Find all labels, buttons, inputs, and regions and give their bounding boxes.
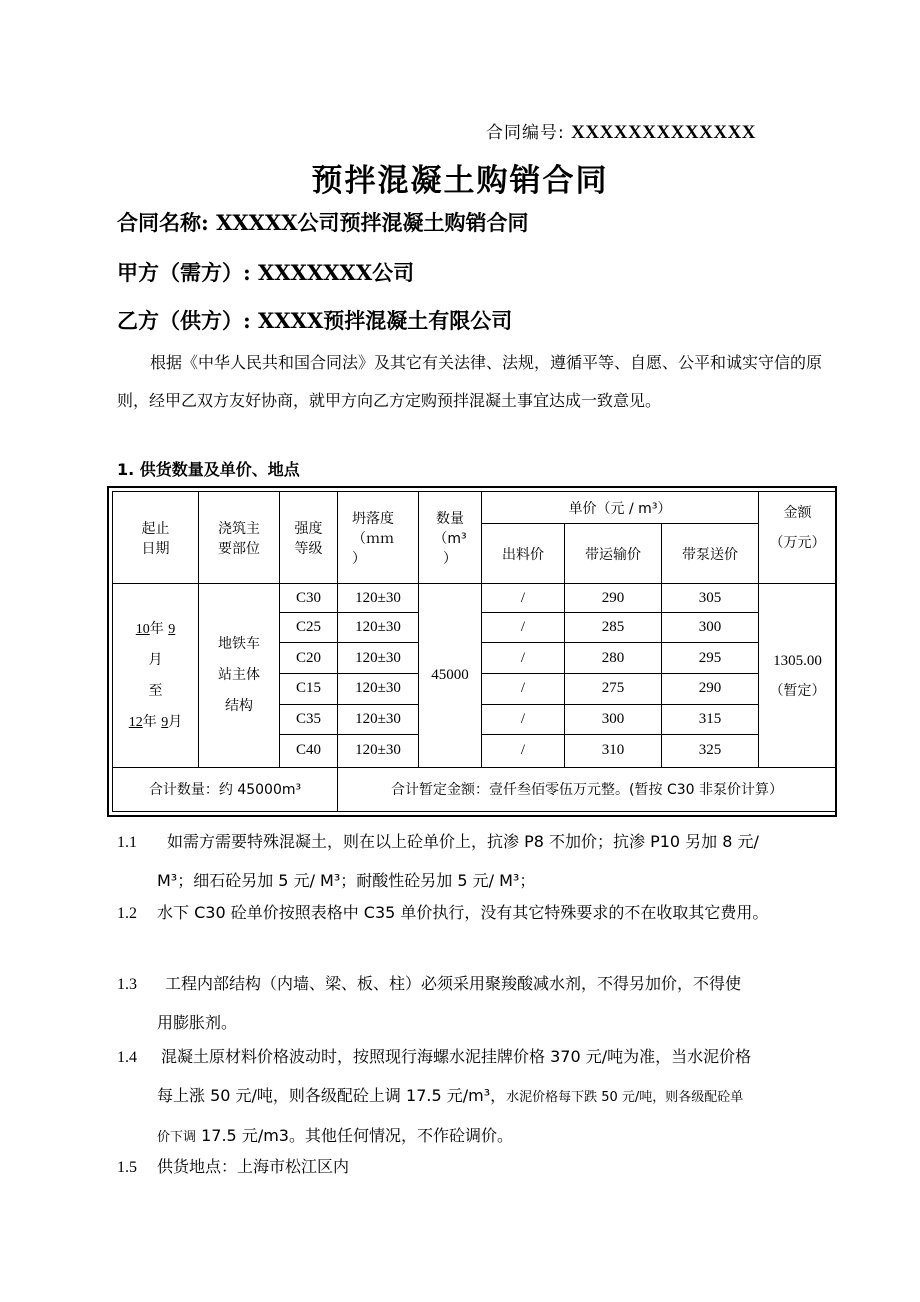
header-slump: 坍落度 （ｍｍ ） (338, 492, 419, 584)
clause-text-cont: 用膨胀剂。 (157, 1013, 238, 1032)
total-quantity-cell: 合计数量：约 45000m³ (113, 767, 338, 811)
transport-price-cell: 285 (565, 613, 662, 643)
clause-text-cont: 每上涨 50 元/吨，则各级配砼上调 17.5 元/m³， (157, 1086, 507, 1105)
transport-price-cell: 300 (565, 704, 662, 734)
clause-text-small: 水泥价格每下跌 50 元/吨，则各级配砼单 (506, 1090, 744, 1105)
header-location: 浇筑主 要部位 (199, 492, 280, 584)
transport-price-cell: 275 (565, 673, 662, 704)
clause-text: 如需方需要特殊混凝土，则在以上砼单价上，抗渗 P8 不加价；抗渗 P10 另加 8 元/ (167, 832, 759, 851)
header-unit-price: 单价（元 / m³） (482, 492, 759, 524)
pump-price-cell: 295 (662, 643, 759, 673)
header-with-pump: 带泵送价 (662, 524, 759, 584)
pump-price-cell: 315 (662, 704, 759, 734)
table-row (113, 584, 837, 613)
transport-price-cell: 280 (565, 643, 662, 673)
grade-cell: C15 (280, 673, 338, 704)
clause-1-5 (117, 1148, 847, 1187)
header-period: 起止 日期 (113, 492, 199, 584)
clause-number: 1.5 (117, 1159, 137, 1176)
slump-cell: 120±30 (338, 704, 419, 734)
party-a-line: 甲方（需方）: XXXXXXX公司 (117, 260, 415, 285)
pump-price-cell: 290 (662, 673, 759, 704)
contract-name-line: 合同名称: XXXXX公司预拌混凝土购销合同 (117, 210, 529, 235)
header-ex-factory: 出料价 (482, 524, 565, 584)
section-1-heading: 1. 供货数量及单价、地点 (117, 460, 300, 479)
grade-cell: C30 (280, 584, 338, 613)
price-table-frame (107, 486, 837, 817)
party-b-line: 乙方（供方）: XXXX预拌混凝土有限公司 (117, 308, 513, 333)
ex-factory-cell: / (482, 643, 565, 673)
ex-factory-cell: / (482, 613, 565, 643)
contract-number-value: XXXXXXXXXXXXX (571, 122, 757, 143)
transport-price-cell: 290 (565, 584, 662, 613)
clause-number: 1.3 (117, 976, 137, 993)
amount-cell: 1305.00 （暂定） (759, 584, 837, 768)
clause-text: 供货地点：上海市松江区内 (157, 1157, 350, 1176)
clause-1-4 (117, 1038, 847, 1157)
location-cell: 地铁车 站主体 结构 (199, 584, 280, 768)
page-title: 预拌混凝土购销合同 (311, 163, 609, 199)
ex-factory-cell: / (482, 704, 565, 734)
grade-cell: C20 (280, 643, 338, 673)
header-grade: 强度 等级 (280, 492, 338, 584)
clause-number: 1.1 (117, 834, 137, 851)
table-total-row (113, 767, 837, 811)
clause-text: 混凝土原材料价格波动时，按照现行海螺水泥挂牌价格 370 元/吨为准，当水泥价格 (161, 1047, 752, 1066)
clause-number: 1.2 (117, 905, 137, 922)
clause-number: 1.4 (117, 1049, 137, 1066)
contract-number (486, 118, 756, 144)
total-amount-cell: 合计暂定金额：壹仟叁佰零伍万元整。(暂按 C30 非泵价计算） (338, 767, 837, 811)
clause-text: 工程内部结构（内墙、梁、板、柱）必须采用聚羧酸减水剂，不得另加价，不得使 (165, 974, 742, 993)
pump-price-cell: 300 (662, 613, 759, 643)
transport-price-cell: 310 (565, 734, 662, 767)
quantity-cell: 45000 (419, 584, 482, 768)
pump-price-cell: 305 (662, 584, 759, 613)
ex-factory-cell: / (482, 584, 565, 613)
slump-cell: 120±30 (338, 673, 419, 704)
period-cell: 10年 9 月 至 12年 9月 (113, 584, 199, 768)
clause-text-small: 价下调 (157, 1130, 197, 1145)
slump-cell: 120±30 (338, 643, 419, 673)
ex-factory-cell: / (482, 734, 565, 767)
slump-cell: 120±30 (338, 734, 419, 767)
price-table (112, 491, 837, 812)
header-quantity: 数量 （m³ ） (419, 492, 482, 584)
grade-cell: C40 (280, 734, 338, 767)
slump-cell: 120±30 (338, 584, 419, 613)
clause-text-cont: M³；细石砼另加 5 元/ M³；耐酸性砼另加 5 元/ M³； (157, 871, 536, 890)
clause-1-3 (117, 965, 847, 1042)
grade-cell: C25 (280, 613, 338, 643)
clause-text: 水下 C30 砼单价按照表格中 C35 单价执行，没有其它特殊要求的不在收取其它费用。 (157, 903, 769, 922)
clause-1-1 (117, 823, 847, 900)
header-amount: 金额 （万元） (759, 492, 837, 584)
clause-1-2 (117, 894, 847, 933)
slump-cell: 120±30 (338, 613, 419, 643)
pump-price-cell: 325 (662, 734, 759, 767)
contract-number-label: 合同编号: (486, 123, 565, 143)
intro-paragraph: 根据《中华人民共和国合同法》及其它有关法律、法规，遵循平等、自愿、公平和诚实守信的原则，经甲乙双方友好协商，就甲方向乙方定购预拌混凝土事宜达成一致意见。 (117, 353, 823, 410)
clause-text-cont: 17.5 元/m3。其他任何情况，不作砼调价。 (196, 1126, 513, 1145)
grade-cell: C35 (280, 704, 338, 734)
ex-factory-cell: / (482, 673, 565, 704)
header-with-transport: 带运输价 (565, 524, 662, 584)
